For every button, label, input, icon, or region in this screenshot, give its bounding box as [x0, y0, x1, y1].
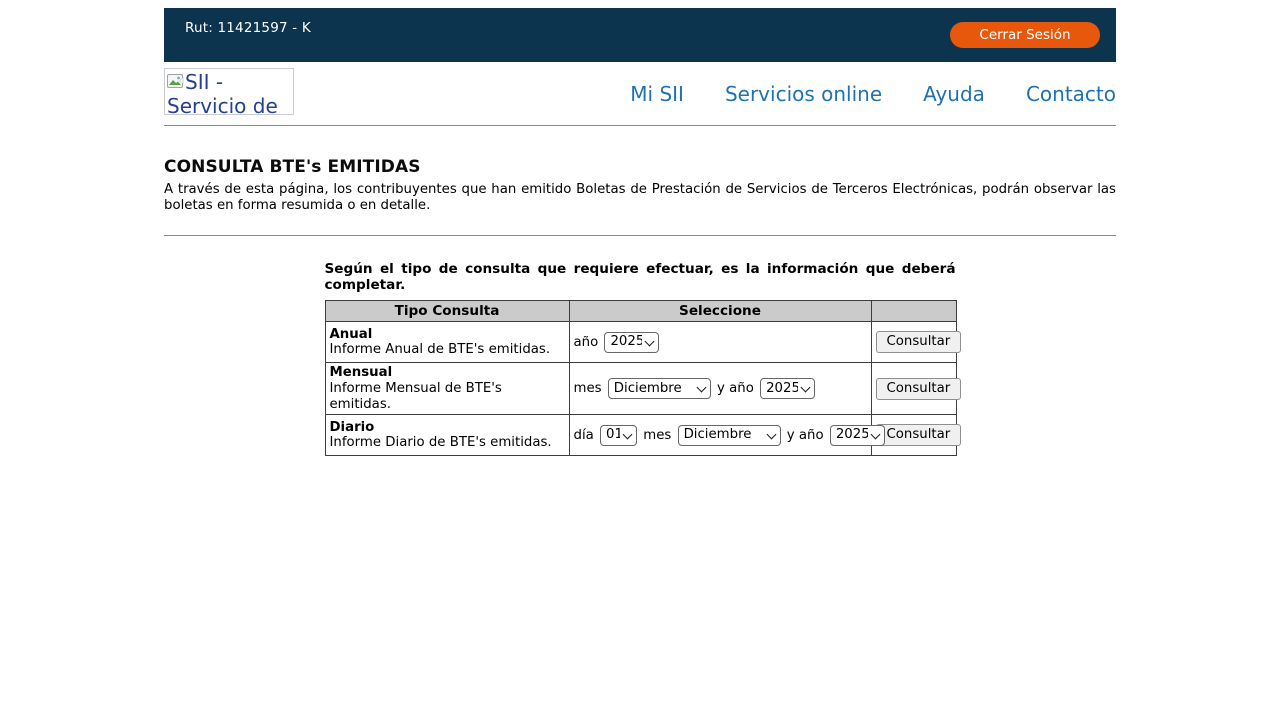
day-label: día — [573, 427, 594, 443]
row-description: Informe Diario de BTE's emitidas. — [329, 435, 552, 451]
month-label: mes — [643, 427, 672, 443]
select-cell-mensual — [569, 363, 871, 415]
row-description: Informe Anual de BTE's emitidas. — [329, 342, 551, 358]
logout-button[interactable]: Cerrar Sesión — [950, 22, 1100, 48]
content-divider — [164, 235, 1116, 236]
month-label: mes — [573, 381, 602, 397]
rut-label: Rut: 11421597 - K — [185, 20, 311, 36]
page-title: CONSULTA BTE's EMITIDAS — [164, 157, 421, 177]
mensual-year-select[interactable] — [760, 378, 815, 399]
site-header — [164, 62, 1116, 125]
session-bar — [164, 8, 1116, 62]
anual-year-select[interactable] — [604, 332, 659, 353]
header-tipo-consulta: Tipo Consulta — [325, 301, 569, 322]
diario-month-select[interactable] — [678, 425, 781, 446]
table-row-mensual — [325, 363, 956, 415]
page-container — [164, 8, 1116, 456]
consulta-section — [325, 262, 956, 456]
header-empty — [871, 301, 956, 322]
table-header-row — [325, 301, 956, 322]
page-description: A través de esta página, los contribuyentes que han emitido Boletas de Prestación de Servicios de Terceros Electrónicas, podrán observar las boletas en forma resumida o en detalle. — [164, 182, 1116, 213]
nav-mi-sii[interactable]: Mi SII — [630, 81, 684, 106]
button-cell-anual — [871, 322, 956, 363]
table-row-anual — [325, 322, 956, 363]
row-description: Informe Mensual de BTE's emitidas. — [329, 381, 502, 412]
row-name: Mensual — [329, 365, 393, 381]
diario-year-select[interactable] — [830, 425, 885, 446]
header-seleccione: Seleccione — [569, 301, 871, 322]
year-label: y año — [717, 381, 754, 397]
header-divider — [164, 125, 1116, 126]
year-select-wrap — [760, 378, 815, 399]
sii-logo-broken-image[interactable] — [164, 68, 294, 115]
button-cell-mensual — [871, 363, 956, 415]
main-nav — [630, 82, 1116, 106]
consultar-diario-button[interactable]: Consultar — [876, 424, 962, 446]
logo-alt-text: SII - Servicio de — [167, 70, 278, 115]
tipo-cell-anual — [325, 322, 569, 363]
broken-image-icon — [167, 71, 184, 95]
consultar-mensual-button[interactable]: Consultar — [876, 378, 962, 400]
consulta-table — [325, 300, 957, 456]
instruction-text: Según el tipo de consulta que requiere efectuar, es la información que deberá completar. — [324, 261, 956, 293]
nav-contacto[interactable]: Contacto — [1025, 81, 1116, 106]
year-label: y año — [786, 427, 824, 443]
month-select-wrap — [678, 425, 781, 446]
tipo-cell-mensual — [325, 363, 569, 415]
nav-servicios-online[interactable]: Servicios online — [724, 81, 883, 106]
year-select-wrap — [830, 425, 885, 446]
table-row-diario — [325, 415, 956, 456]
year-select-wrap — [604, 332, 659, 353]
nav-ayuda[interactable]: Ayuda — [923, 81, 985, 106]
mensual-month-select[interactable] — [608, 378, 711, 399]
month-select-wrap — [608, 378, 711, 399]
day-select-wrap — [600, 425, 637, 446]
row-name: Anual — [329, 326, 373, 342]
select-cell-anual — [569, 322, 871, 363]
select-cell-diario — [569, 415, 871, 456]
diario-day-select[interactable] — [600, 425, 637, 446]
year-label: año — [573, 334, 599, 350]
row-name: Diario — [329, 419, 375, 435]
consultar-anual-button[interactable]: Consultar — [876, 331, 962, 353]
tipo-cell-diario — [325, 415, 569, 456]
